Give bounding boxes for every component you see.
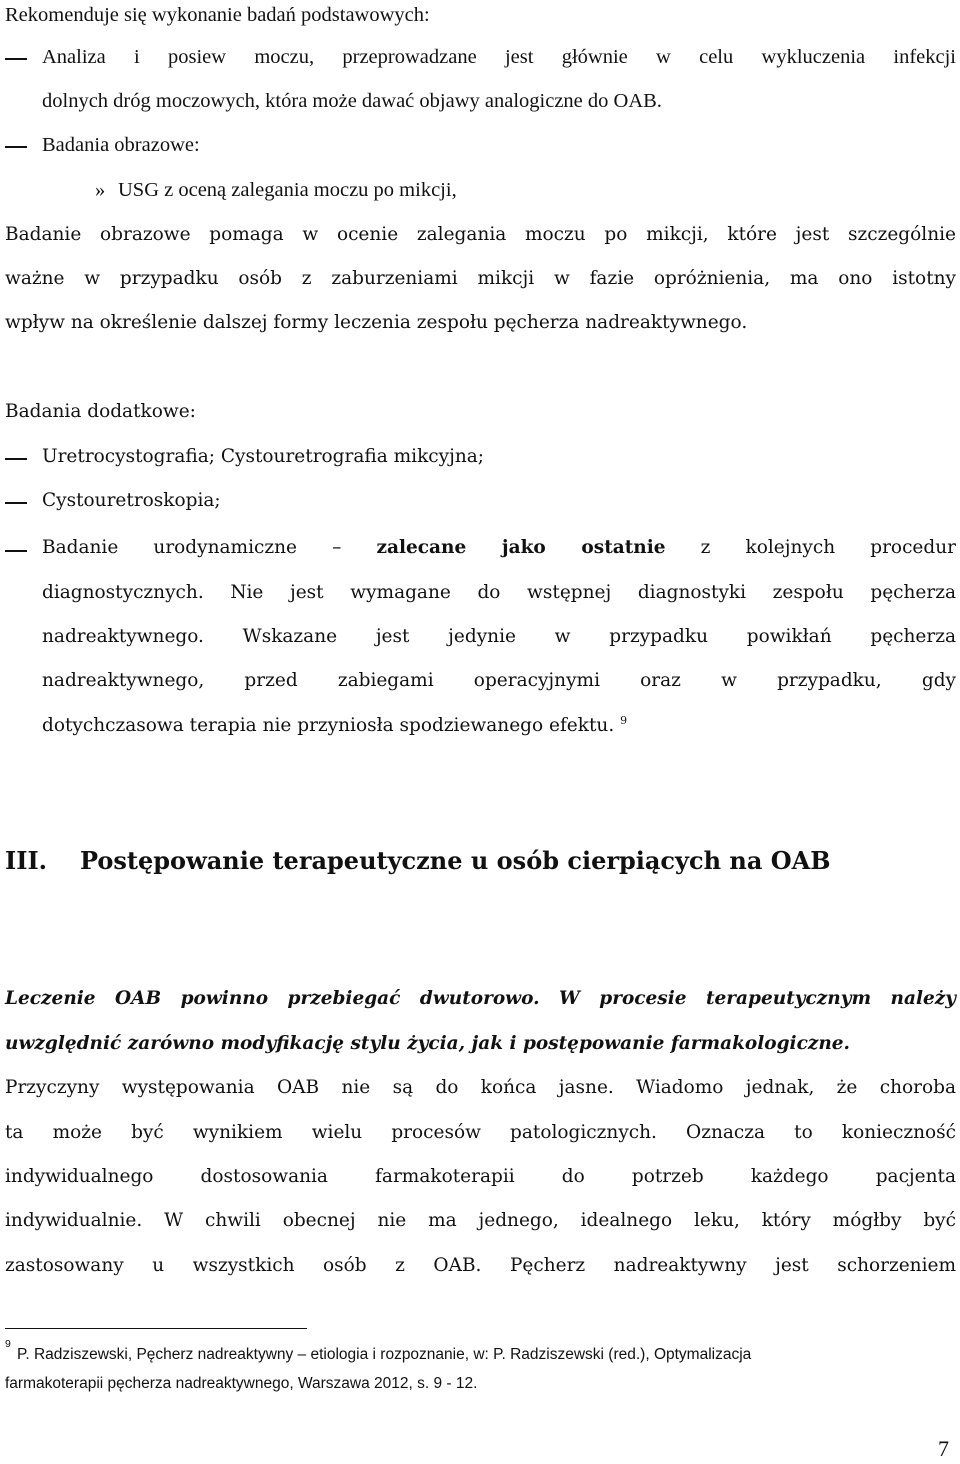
italic-lead-line2: uwzględnić zarówno modyfikację stylu życia, jak i postępowanie farmakologiczne. <box>5 1033 851 1054</box>
paragraph-line: zastosowany u wszystkich osób z OAB. Pęcherz nadreaktywny jest schorzeniem <box>5 1255 956 1276</box>
list-item-urodynamics-line3: nadreaktywnego. Wskazane jest jedynie w przypadku powikłań pęcherza <box>42 626 956 647</box>
list-item-cystoscopy: Cystouretroskopia; <box>42 490 221 511</box>
list-item-urodynamics-line2: diagnostycznych. Nie jest wymagane do wstępnej diagnostyki zespołu pęcherza <box>42 582 956 603</box>
section-heading-additional-tests: Badania dodatkowe: <box>5 401 196 422</box>
list-item-urinalysis-line2: dolnych dróg moczowych, która może dawać objawy analogiczne do OAB. <box>42 90 662 112</box>
italic-lead-line1: Leczenie OAB powinno przebiegać dwutorowo. W procesie terapeutycznym należy <box>5 988 956 1009</box>
paragraph-line: wpływ na określenie dalszej formy leczenia zespołu pęcherza nadreaktywnego. <box>5 312 748 333</box>
footnote-ref: 9 <box>620 713 628 727</box>
footnote-line2: farmakoterapii pęcherza nadreaktywnego, Warszawa 2012, s. 9 - 12. <box>5 1375 478 1392</box>
list-item-imaging: Badania obrazowe: <box>42 134 200 156</box>
paragraph-line: indywidualnie. W chwili obecnej nie ma jednego, idealnego leku, który mógłby być <box>5 1210 956 1231</box>
list-item-urodynamics-line1 <box>42 537 956 558</box>
paragraph-line: Badanie obrazowe pomaga w ocenie zalegania moczu po mikcji, które jest szczególnie <box>5 224 956 245</box>
dash-bullet <box>5 502 27 504</box>
paragraph-line: indywidualnego dostosowania farmakoterapii do potrzeb każdego pacjenta <box>5 1166 956 1187</box>
urodynamics-last-text: dotychczasowa terapia nie przyniosła spodziewanego efektu. <box>42 715 615 736</box>
list-item-urinalysis-line1: Analiza i posiew moczu, przeprowadzane jest głównie w celu wykluczenia infekcji <box>42 46 956 68</box>
dash-bullet <box>5 458 27 460</box>
list-item-urodynamics-line5 <box>42 715 627 736</box>
urodynamics-text: Badanie urodynamiczne – <box>42 537 342 558</box>
footnote-line1: P. Radziszewski, Pęcherz nadreaktywny – etiologia i rozpoznanie, w: P. Radziszewski (red.), Optymalizacja <box>17 1346 752 1363</box>
dash-bullet <box>5 58 27 60</box>
chapter-title: Postępowanie terapeutyczne u osób cierpiących na OAB <box>80 846 831 875</box>
chapter-number: III. <box>5 846 48 875</box>
urodynamics-text-end: z kolejnych procedur <box>700 537 956 558</box>
paragraph-line: Przyczyny występowania OAB nie są do końca jasne. Wiadomo jednak, że choroba <box>5 1077 956 1098</box>
urodynamics-emphasis: zalecane jako ostatnie <box>376 537 666 558</box>
sub-list-item-usg: USG z oceną zalegania moczu po mikcji, <box>118 179 457 201</box>
intro-text: Rekomenduje się wykonanie badań podstawowych: <box>5 4 430 26</box>
paragraph-line: ważne w przypadku osób z zaburzeniami mikcji w fazie opróżnienia, ma ono istotny <box>5 268 956 289</box>
sub-bullet-icon: » <box>95 179 106 201</box>
dash-bullet <box>5 146 27 148</box>
footnote-number: 9 <box>5 1338 11 1350</box>
paragraph-line: ta może być wynikiem wielu procesów patologicznych. Oznacza to konieczność <box>5 1122 956 1143</box>
list-item-urethrocystography: Uretrocystografia; Cystouretrografia mikcyjna; <box>42 446 485 467</box>
page-number: 7 <box>938 1436 949 1461</box>
footnote-separator <box>5 1328 307 1329</box>
dash-bullet <box>5 550 27 552</box>
list-item-urodynamics-line4: nadreaktywnego, przed zabiegami operacyjnymi oraz w przypadku, gdy <box>42 670 956 691</box>
